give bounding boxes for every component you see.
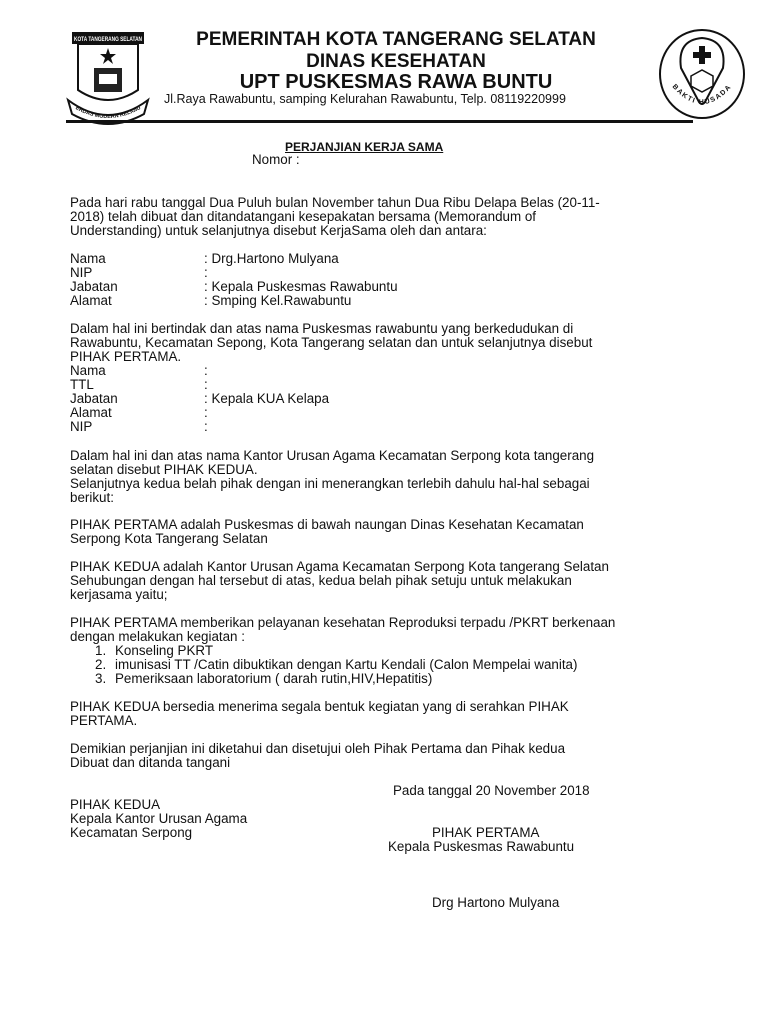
party1-field-label: Alamat: [70, 293, 112, 308]
party1-paragraph-line: PIHAK PERTAMA.: [70, 349, 182, 364]
party1-field-label: NIP: [70, 265, 93, 280]
header-government: PEMERINTAH KOTA TANGERANG SELATAN: [196, 29, 596, 50]
party2-field-value: :: [204, 377, 208, 392]
activity-list-item: imunisasi TT /Catin dibuktikan dengan Kartu Kendali (Calon Mempelai wanita): [115, 657, 578, 672]
party2-field-label: Nama: [70, 363, 106, 378]
pihak-pertama-signature-role: Kepala Puskesmas Rawabuntu: [388, 839, 575, 854]
pihak-pertama-signature-title: PIHAK PERTAMA: [432, 825, 540, 840]
header-institution: UPT PUSKESMAS RAWA BUNTU: [239, 71, 553, 93]
activity-list-item: Pemeriksaan laboratorium ( darah rutin,HIV,Hepatitis): [115, 671, 433, 686]
pihak-kedua-signature-line: Kepala Kantor Urusan Agama: [70, 811, 248, 826]
pihak-kedua-signature-line: PIHAK KEDUA: [70, 797, 161, 812]
party2-field-value: : Kepala KUA Kelapa: [204, 391, 330, 406]
party1-paragraph-line: Dalam hal ini bertindak dan atas nama Puskesmas rawabuntu yang berkedudukan di: [70, 321, 574, 336]
party2-field-value: :: [204, 363, 208, 378]
left-logo-top-text: KOTA TANGERANG SELATAN: [74, 36, 143, 43]
party1-field-value: : Kepala Puskesmas Rawabuntu: [204, 279, 398, 294]
acceptance-paragraph-line: PERTAMA.: [70, 713, 138, 728]
closing-paragraph-line: Demikian perjanjian ini diketahui dan disetujui oleh Pihak Pertama dan Pihak kedua: [70, 741, 566, 756]
acceptance-paragraph-line: PIHAK KEDUA bersedia menerima segala bentuk kegiatan yang di serahkan PIHAK: [70, 699, 569, 714]
header-department: DINAS KESEHATAN: [306, 51, 486, 72]
header-address: Jl.Raya Rawabuntu, samping Kelurahan Rawabuntu, Telp. 08119220999: [164, 92, 566, 106]
pihak-kedua-paragraph-line: Sehubungan dengan hal tersebut di atas, kedua belah pihak setuju untuk melakukan: [70, 573, 572, 588]
party1-field-label: Jabatan: [70, 279, 118, 294]
intro-paragraph-line: 2018) telah dibuat dan ditandatangani kesepakatan bersama (Memorandum of: [70, 209, 537, 224]
pihak-kedua-paragraph-line: kerjasama yaitu;: [70, 587, 168, 602]
pihak-kedua-paragraph-line: PIHAK KEDUA adalah Kantor Urusan Agama Kecamatan Serpong Kota tangerang Selatan: [70, 559, 609, 574]
party1-paragraph-line: Rawabuntu, Kecamatan Sepong, Kota Tangerang selatan dan untuk selanjutnya disebut: [70, 335, 593, 350]
party2-paragraph-line: selatan disebut PIHAK KEDUA.: [70, 462, 258, 477]
party1-field-value: : Smping Kel.Rawabuntu: [204, 293, 352, 308]
activity-list-item: Konseling PKRT: [115, 643, 214, 658]
party2-field-label: NIP: [70, 419, 93, 434]
activity-list-number: 1.: [95, 643, 107, 658]
party1-field-value: :: [204, 265, 208, 280]
left-logo-motto-text: ERDAS MODERN RELIGIU: [74, 105, 142, 121]
pihak-pertama-signature-name: Drg Hartono Mulyana: [432, 895, 560, 910]
right-logo-text: BAKTI HUSADA: [670, 83, 734, 107]
party2-field-label: Alamat: [70, 405, 112, 420]
activity-list-number: 3.: [95, 671, 107, 686]
document-title: PERJANJIAN KERJA SAMA: [285, 140, 444, 154]
party2-paragraph-line: berikut:: [70, 490, 114, 505]
intro-paragraph-line: Understanding) untuk selanjutnya disebut KerjaSama oleh dan antara:: [70, 223, 487, 238]
pihak-pertama-paragraph-line: Serpong Kota Tangerang Selatan: [70, 531, 268, 546]
party2-field-value: :: [204, 405, 208, 420]
party2-paragraph-line: Dalam hal ini dan atas nama Kantor Urusan Agama Kecamatan Serpong kota tangerang: [70, 448, 595, 463]
pihak-pertama-paragraph-line: PIHAK PERTAMA adalah Puskesmas di bawah naungan Dinas Kesehatan Kecamatan: [70, 517, 584, 532]
party1-field-value: : Drg.Hartono Mulyana: [204, 251, 339, 266]
document-number: Nomor :: [252, 152, 300, 167]
services-paragraph-line: dengan melakukan kegiatan :: [70, 629, 245, 644]
closing-paragraph-line: Dibuat dan ditanda tangani: [70, 755, 231, 770]
party2-field-label: Jabatan: [70, 391, 118, 406]
party1-field-label: Nama: [70, 251, 106, 266]
header-divider: [66, 120, 693, 123]
signature-date: Pada tanggal 20 November 2018: [393, 783, 590, 798]
services-paragraph-line: PIHAK PERTAMA memberikan pelayanan kesehatan Reproduksi terpadu /PKRT berkenaan: [70, 615, 616, 630]
pihak-kedua-signature-line: Kecamatan Serpong: [70, 825, 193, 840]
party2-paragraph-line: Selanjutnya kedua belah pihak dengan ini menerangkan terlebih dahulu hal-hal sebagai: [70, 476, 590, 491]
party2-field-label: TTL: [70, 377, 94, 392]
intro-paragraph-line: Pada hari rabu tanggal Dua Puluh bulan November tahun Dua Ribu Delapa Belas (20-11-: [70, 195, 600, 210]
activity-list-number: 2.: [95, 657, 107, 672]
party2-field-value: :: [204, 419, 208, 434]
bakti-husada-logo: [657, 28, 747, 120]
